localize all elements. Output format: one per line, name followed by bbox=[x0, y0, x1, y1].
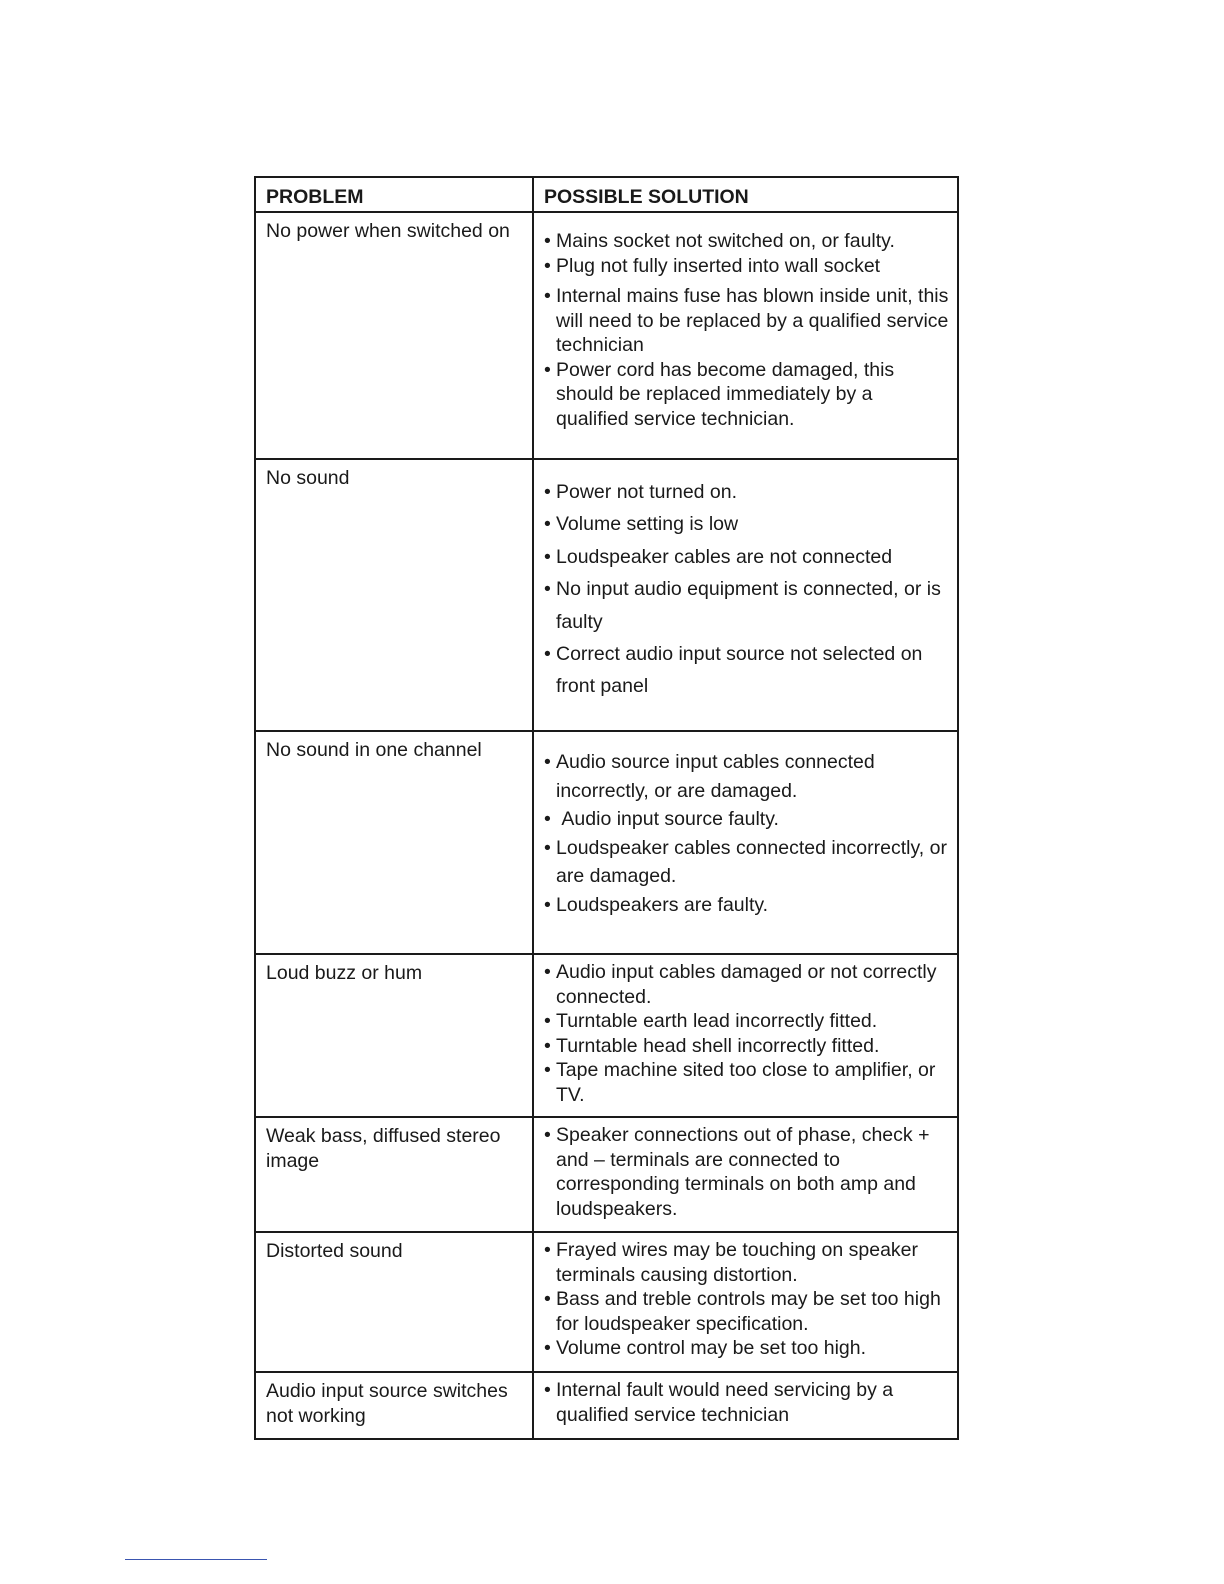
solution-item: • Frayed wires may be touching on speaker terminals causing distortion. bbox=[544, 1238, 949, 1287]
problem-cell: Audio input source switches not working bbox=[255, 1372, 533, 1439]
table-row bbox=[255, 1232, 958, 1372]
troubleshooting-table bbox=[254, 176, 959, 1440]
solution-item: • Power cord has become damaged, this should be replaced immediately by a qualified service technician. bbox=[544, 358, 949, 432]
problem-cell: No sound bbox=[255, 459, 533, 731]
problem-column-header: PROBLEM bbox=[255, 177, 533, 212]
solution-item: • Correct audio input source not selected on front panel bbox=[544, 638, 949, 703]
problem-cell: No power when switched on bbox=[255, 212, 533, 459]
solution-item: • Mains socket not switched on, or faulty. bbox=[544, 229, 949, 254]
solution-cell bbox=[533, 1232, 958, 1372]
table-row bbox=[255, 1117, 958, 1232]
table-row bbox=[255, 954, 958, 1117]
solution-cell bbox=[533, 1372, 958, 1439]
problem-cell: Weak bass, diffused stereo image bbox=[255, 1117, 533, 1232]
solution-item: • Turntable head shell incorrectly fitted. bbox=[544, 1034, 949, 1059]
table-header-row bbox=[255, 177, 958, 212]
solution-item: • No input audio equipment is connected, or is faulty bbox=[544, 573, 949, 638]
solution-list bbox=[544, 476, 949, 703]
solution-list bbox=[544, 1378, 949, 1427]
solution-item: • Volume control may be set too high. bbox=[544, 1336, 949, 1361]
solution-item: • Bass and treble controls may be set too high for loudspeaker specification. bbox=[544, 1287, 949, 1336]
problem-cell: Loud buzz or hum bbox=[255, 954, 533, 1117]
solution-item: • Tape machine sited too close to amplifier, or TV. bbox=[544, 1058, 949, 1107]
table-row bbox=[255, 212, 958, 459]
solution-column-header: POSSIBLE SOLUTION bbox=[533, 177, 958, 212]
solution-list bbox=[544, 1123, 949, 1221]
solution-item: • Internal mains fuse has blown inside unit, this will need to be replaced by a qualified service technician bbox=[544, 284, 949, 358]
solution-cell bbox=[533, 459, 958, 731]
solution-item: • Volume setting is low bbox=[544, 508, 949, 540]
solution-item: • Loudspeakers are faulty. bbox=[544, 891, 949, 920]
table-row bbox=[255, 1372, 958, 1439]
table-row bbox=[255, 459, 958, 731]
solution-item: • Audio input source faulty. bbox=[544, 805, 949, 834]
solution-cell bbox=[533, 731, 958, 954]
problem-cell: No sound in one channel bbox=[255, 731, 533, 954]
solution-list bbox=[544, 748, 949, 920]
footer-rule bbox=[125, 1559, 267, 1560]
solution-item: • Loudspeaker cables connected incorrectly, or are damaged. bbox=[544, 834, 949, 891]
solution-cell bbox=[533, 954, 958, 1117]
solution-item: • Turntable earth lead incorrectly fitted. bbox=[544, 1009, 949, 1034]
solution-item: • Audio input cables damaged or not correctly connected. bbox=[544, 960, 949, 1009]
solution-item: • Power not turned on. bbox=[544, 476, 949, 508]
solution-cell bbox=[533, 212, 958, 459]
solution-cell bbox=[533, 1117, 958, 1232]
table-row bbox=[255, 731, 958, 954]
solution-list bbox=[544, 229, 949, 431]
solution-list bbox=[544, 960, 949, 1107]
solution-list bbox=[544, 1238, 949, 1361]
solution-item: • Loudspeaker cables are not connected bbox=[544, 541, 949, 573]
problem-cell: Distorted sound bbox=[255, 1232, 533, 1372]
solution-item: • Internal fault would need servicing by a qualified service technician bbox=[544, 1378, 949, 1427]
solution-item: • Plug not fully inserted into wall socket bbox=[544, 254, 949, 279]
solution-item: • Audio source input cables connected incorrectly, or are damaged. bbox=[544, 748, 949, 805]
solution-item: • Speaker connections out of phase, check + and – terminals are connected to corresponding terminals on both amp and loudspeakers. bbox=[544, 1123, 949, 1221]
